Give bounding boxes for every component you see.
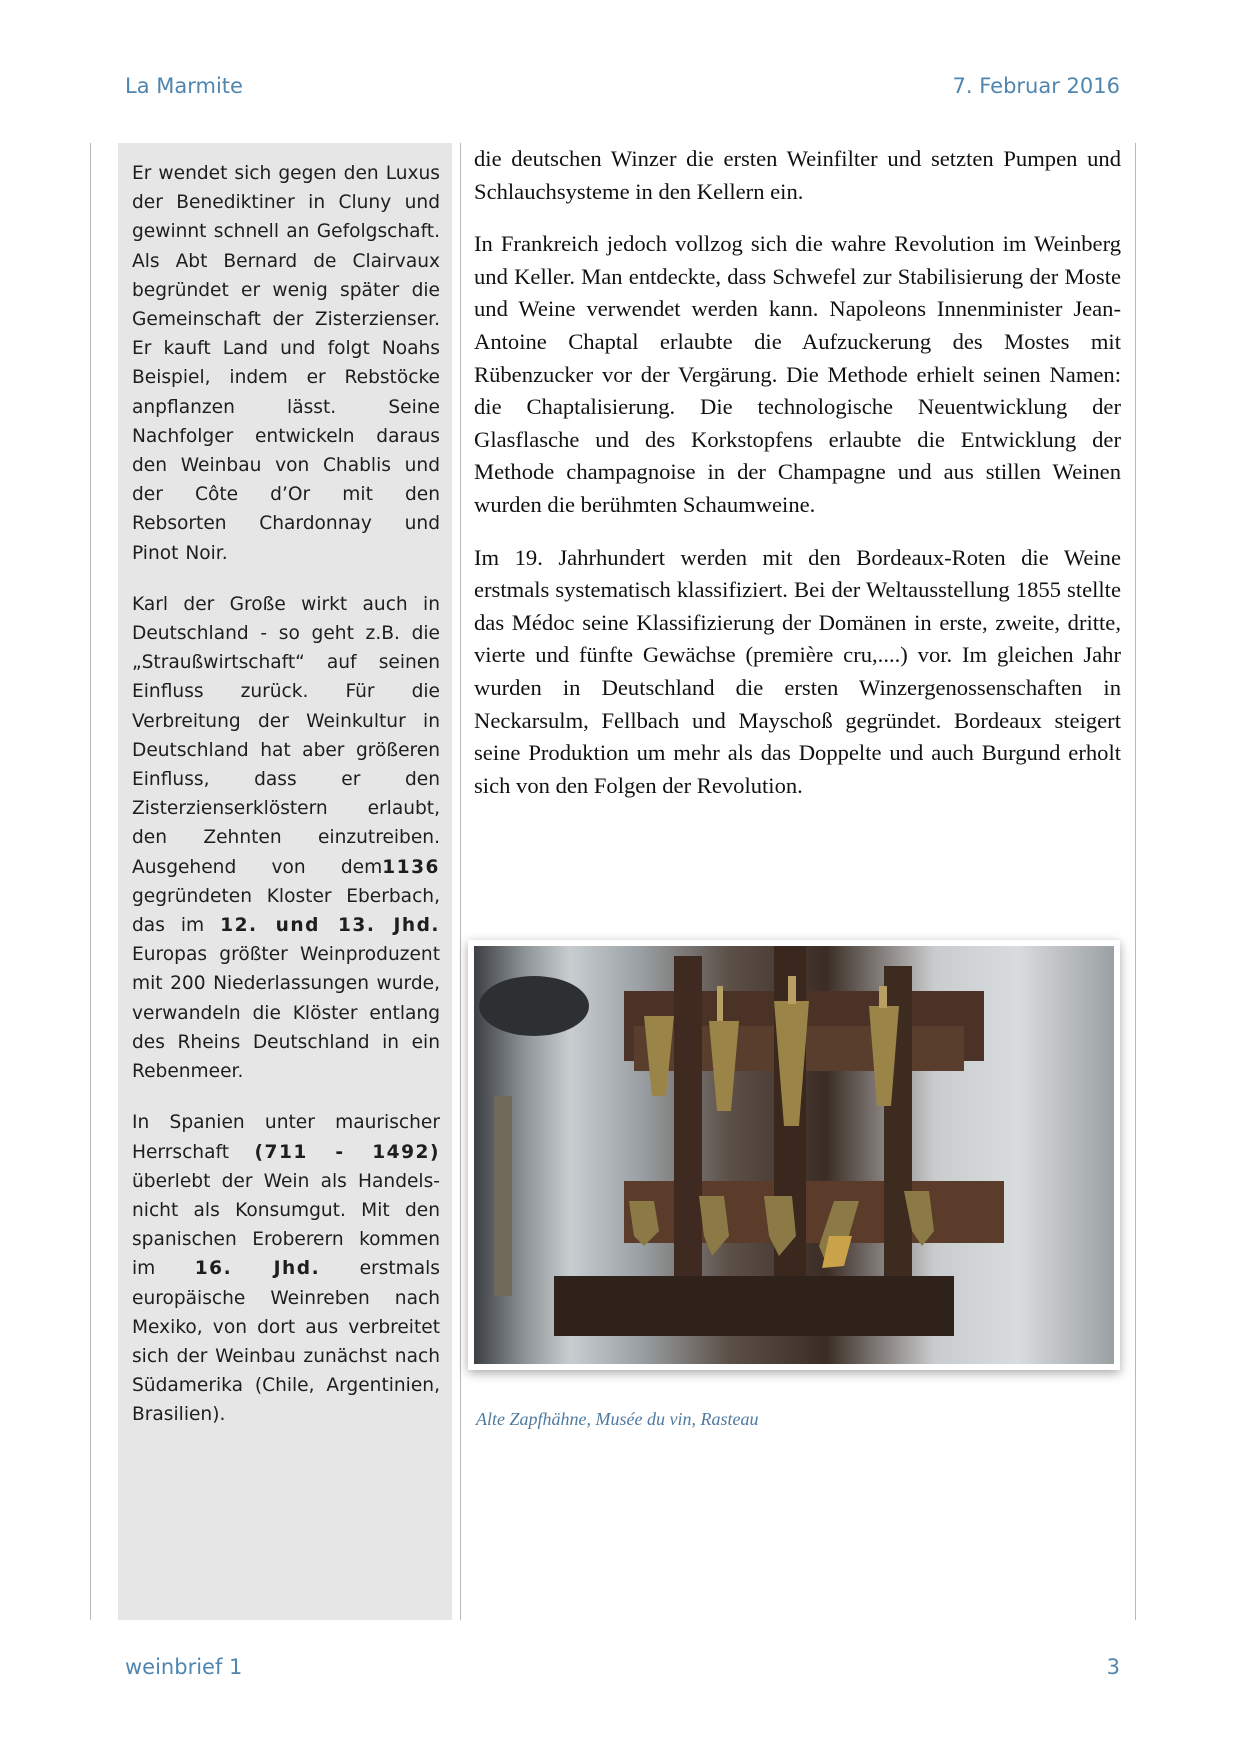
century-12-13: 12. und 13. Jhd. (220, 915, 440, 937)
footer-page-number: 3 (1106, 1655, 1120, 1679)
main-paragraph-3: Im 19. Jahrhundert werden mit den Bordeaux-Roten die Weine erstmals systematisch klassifiziert. Bei der Weltausstellung 1855 stellte das Médoc seine Klassifizierung der Domänen in erste, zweite, dritte, vierte und fünfte Gewächse (première cru,....) vor. Im gleichen Jahr wurden in Deutschland die ersten Winzergenossenschaften in Neckarsulm, Fellbach und Mayschoß gegründet. Bordeaux steigert seine Produktion um mehr als das Doppelte und auch Burgund erholt sich von den Folgen der Revolution. (474, 544, 1121, 798)
left-margin-rule (90, 143, 91, 1620)
sidebar-box (118, 143, 452, 1620)
figure-photo-frame (468, 940, 1120, 1370)
header-date: 7. Februar 2016 (952, 74, 1120, 98)
column-divider-rule (460, 143, 461, 1620)
sidebar-paragraph-2: Karl der Große wirkt auch in Deutschland - so geht z.B. die „Straußwirtschaft“ auf seinen Einfluss zurück. Für die Verbreitung der Weinkultur in Deutschland hat aber größeren Einfluss, dass er den Zisterzienserklöstern erlaubt, den Zehnten einzutreiben. Ausgehend von dem1136 gegründeten Kloster Eberbach, das im 12. und 13. Jhd. Europas größter Weinproduzent mit 200 Niederlassungen wurde, verwandeln die Klöster entlang des Rheins Deutschland in ein Rebenmeer. (132, 593, 440, 1083)
sidebar-paragraph-1: Er wendet sich gegen den Luxus der Benediktiner in Cluny und gewinnt schnell an Gefolgschaft. Als Abt Bernard de Clairvaux begründet er wenig später die Gemeinschaft der Zisterzienser. Er kauft Land und folgt Noahs Beispiel, indem er Rebstöcke anpflanzen lässt. Seine Nachfolger entwickeln daraus den Weinbau von Chablis und der Côte d’Or mit den Rebsorten Chardonnay und Pinot Noir. (132, 163, 440, 564)
main-paragraph-1: die deutschen Winzer die ersten Weinfilter und setzten Pumpen und Schlauchsysteme in den Kellern ein. (474, 146, 1121, 204)
main-column (474, 143, 1121, 822)
footer-issue: weinbrief 1 (125, 1655, 243, 1679)
years-711-1492: (711 - 1492) (254, 1141, 440, 1163)
figure-caption: Alte Zapfhähne, Musée du vin, Rasteau (476, 1409, 759, 1429)
wine-taps-photo (474, 946, 1114, 1364)
sidebar-paragraph-3: In Spanien unter maurischer Herrschaft (711 - 1492) überlebt der Wein als Handels- nicht als Konsumgut. Mit den spanischen Eroberern kommen im 16. Jhd. erstmals europäische Weinreben nach Mexiko, von dort aus verbreitet sich der Weinbau zunächst nach Südamerika (Chile, Argentinien, Brasilien). (132, 1112, 440, 1426)
wine-taps-illustration (474, 946, 1114, 1364)
year-1136: 1136 (382, 856, 440, 878)
right-margin-rule (1135, 143, 1136, 1620)
header-publication: La Marmite (125, 74, 243, 98)
century-16: 16. Jhd. (194, 1258, 321, 1280)
main-paragraph-2: In Frankreich jedoch vollzog sich die wahre Revolution im Weinberg und Keller. Man entdeckte, dass Schwefel zur Stabilisierung der Moste und Weine verwendet werden kann. Napoleons Innenminister Jean-Antoine Chaptal erlaubte die Aufzuckerung des Mostes mit Rübenzucker vor der Vergärung. Die Methode erhielt seinen Namen: die Chaptalisierung. Die technologische Neuentwicklung der Glasflasche und des Korkstopfens erlaubte die Entwicklung der Methode champagnoise in der Champagne und aus stillen Weinen wurden die berühmten Schaumweine. (474, 231, 1121, 517)
